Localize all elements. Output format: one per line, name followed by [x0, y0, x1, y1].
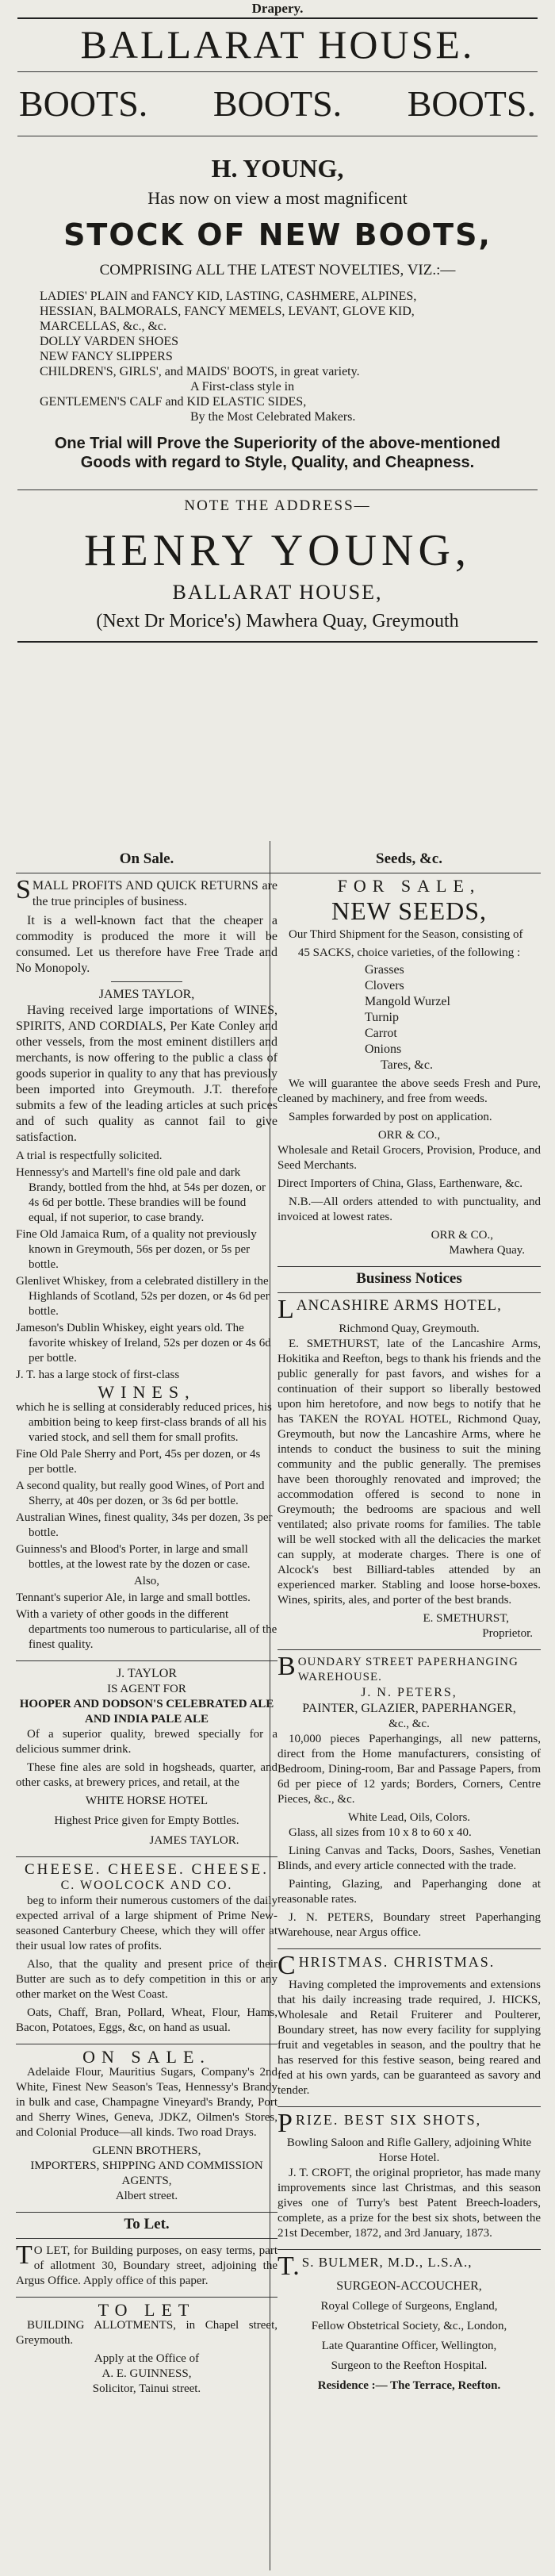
sacks-line: 45 SACKS, choice varieties, of the following :: [297, 946, 521, 959]
bulmer-line: Fellow Obstetrical Society, &c., London,: [311, 2320, 507, 2332]
bulmer-title: SURGEON-ACCOUCHER,: [336, 2279, 482, 2293]
wines-text: Also,: [133, 1575, 160, 1587]
glenn-sub: IMPORTERS, SHIPPING AND COMMISSION AGENTS,: [30, 2159, 263, 2187]
taylor-intro: Having received large importations of WINES, SPIRITS, AND CORDIALS, Per Kate Conley and other vessels, from the most eminent distillers and merchants, is now offering to the public a class of goods superior in quality to any that has previously been imported into Greymouth. J.T. therefore submits a few of the leading articles at such prices and of such quality as cannot fail to give satisfaction.: [16, 1004, 278, 1144]
taylor-item: Glenlivet Whiskey, from a celebrated distillery in the Highlands of Scotland, 52s per dozen, or 4s 6d per bottle.: [16, 1275, 270, 1318]
shipment-line: Our Third Shipment for the Season, consisting of: [289, 928, 523, 941]
tolet-advert: [16, 2240, 278, 2289]
peters-lining: Lining Canvas and Tacks, Doors, Sashes, Venetian Blinds, and every article connected with the trade.: [278, 1845, 541, 1872]
boot-item: MARCELLAS, &c., &c.: [40, 320, 166, 333]
trial-line: One Trial will Prove the Superiority of the above-mentioned Goods with regard to Style, Quality, and Cheapness.: [54, 435, 501, 471]
boot-items: [40, 289, 555, 424]
left-column: [16, 847, 278, 2405]
peters-name: J. N. PETERS,: [361, 1686, 457, 1699]
boot-item: GENTLEMEN'S CALF and KID ELASTIC SIDES,: [40, 395, 307, 409]
seeds-heading: Seeds, &c.: [376, 850, 442, 867]
agent-sold: These fine ales are sold in hogsheads, quarter, and other casks, at brewery prices, and retail, at the: [16, 1761, 278, 1789]
proprietor-name: H. YOUNG,: [211, 154, 344, 182]
lancashire-arms-advert: [278, 1295, 541, 1641]
ballarat-house-line: BALLARAT HOUSE,: [172, 581, 383, 604]
peters-lead: White Lead, Oils, Colors.: [347, 1811, 471, 1824]
cheese-heading: CHEESE. CHEESE. CHEESE.: [24, 1861, 270, 1878]
prize-shots-advert: [278, 2109, 541, 2241]
taylor-item: Fine Old Jamaica Rum, of a quality not previously known in Greymouth, 56s per dozen, or 5s per bottle.: [16, 1228, 257, 1271]
bulmer-heading: T.S. BULMER, M.D., L.S.A.,: [278, 2252, 473, 2281]
peters-etc: &c., &c.: [388, 1718, 430, 1730]
peters-text: 10,000 pieces Paperhangings, all new patterns, direct from the Home manufacturers, consisting of Bedroom, Dining-room, Bar and Passage Papers, from 6d per piece of 12 yards; Borders, Corners, Centre Pieces, &c., &c.: [278, 1733, 541, 1806]
christmas-advert: [278, 1951, 541, 2098]
onsale-heading: ON SALE.: [82, 2047, 211, 2067]
bulmer-line: Late Quarantine Officer, Wellington,: [321, 2340, 497, 2352]
glenn-brothers-advert: [16, 2049, 278, 2204]
ballarat-title: BALLARAT HOUSE.: [80, 22, 475, 67]
seed-item: Clovers: [365, 979, 404, 992]
peters-heading: BOUNDARY STREET PAPERHANGING WAREHOUSE.: [278, 1652, 519, 1683]
white-horse-hotel: WHITE HORSE HOTEL: [85, 1795, 209, 1807]
glenn-address: Albert street.: [115, 2190, 178, 2202]
wines-text: which he is selling at considerably reduced prices, his ambition being to keep first-class brands of all his varied stock, and sell them for small profits.: [16, 1401, 272, 1444]
boot-item: HESSIAN, BALMORALS, FANCY MEMELS, LEVANT, GLOVE KID,: [40, 305, 415, 318]
prize-text: J. T. CROFT, the original proprietor, has made many improvements since last Christmas, and this season gives one of Turry's best Patent Breech-loaders, complete, as a prize for the best six shots, between the 21st December, 1872, and 3rd January, 1873.: [278, 2167, 541, 2240]
seed-item: Turnip: [365, 1011, 399, 1024]
agent-text: Of a superior quality, brewed specially for a delicious summer drink.: [16, 1728, 278, 1756]
orr-signature: ORR & CO.,: [431, 1229, 493, 1242]
woolcock-text: beg to inform their numerous customers of the daily expected arrival of a large shipment of Prime New-seasoned Canterbury Cheese, which they will offer at their usual low rates of profits.: [16, 1895, 278, 1952]
agent-is: IS AGENT FOR: [107, 1683, 186, 1695]
lancashire-text: E. SMETHURST, late of the Lancashire Arms, Hokitika and Reefton, begs to thank his friends and the public generally for past favors, and wishes for a continuation of their support so liberally bestowed upon him heretofore, and now begs to notify that he has TAKEN the ROYAL HOTEL, Richmond Quay, Greymouth, but now the Lancashire Arms, where he intends to conduct the business to suit the mining community and the public generally. The premises have been thoroughly renovated and improved; the accommodation offered is second to none in Greymouth; the bedrooms are spacious and well ventilated; also private rooms for families. The table will be well stocked with all the delicacies the market can supply, at moderate charges. There is one of Alcock's best Billiard-tables attended by an experienced marker. Stabling and loose horse-boxes. Wines, spirits, ales, and porter of the best brands.: [278, 1338, 541, 1607]
stock-heading: STOCK OF NEW BOOTS,: [63, 217, 492, 252]
boot-item: DOLLY VARDEN SHOES: [40, 335, 179, 348]
guinness-sub: Solicitor, Tainui street.: [92, 2382, 201, 2395]
for-sale-line: FOR SALE,: [337, 876, 481, 896]
orr-seeds-advert: [278, 878, 541, 1258]
ballarat-house-advert: [0, 0, 555, 643]
note-address: NOTE THE ADDRESS—: [184, 497, 371, 514]
business-heading: Business Notices: [356, 1270, 462, 1287]
boot-item: LADIES' PLAIN and FANCY KID, LASTING, CASHMERE, ALPINES,: [40, 290, 417, 303]
seed-item: Grasses: [365, 963, 404, 977]
tolet2-heading: TO LET: [98, 2300, 196, 2320]
glenn-name: GLENN BROTHERS,: [92, 2144, 201, 2157]
taylor-name: JAMES TAYLOR,: [98, 988, 195, 1001]
boots-row: [19, 72, 536, 136]
seed-item: Mangold Wurzel: [365, 995, 450, 1008]
bulmer-advert: [278, 2252, 541, 2394]
prize-sub: Bowling Saloon and Rifle Gallery, adjoining White Horse Hotel.: [286, 2136, 532, 2164]
henry-young-name: HENRY YOUNG,: [84, 526, 471, 575]
wines-text: With a variety of other goods in the different departments too numerous to particularise, all of the finest quality.: [16, 1608, 278, 1651]
bulmer-residence: Residence :— The Terrace, Reefton.: [317, 2379, 501, 2392]
onsale-text: Adelaide Flour, Mauritius Sugars, Company's 2nd White, Finest New Season's Teas, Hennessy's Brandy in bulk and case, Champagne Vineyard's Brandy, Port and Sherry Wines, Geneva, JDKZ, Oilmen's Stores, and Colonial Produce—all kinds. Two road Drays.: [16, 2066, 278, 2139]
lancashire-proprietor: Proprietor.: [482, 1627, 533, 1640]
wines-text: Australian Wines, finest quality, 34s per dozen, 3s per bottle.: [16, 1511, 273, 1539]
boots-word: BOOTS.: [19, 83, 148, 124]
hooper-dodson-advert: [16, 1666, 278, 1849]
taylor-item: J. T. has a large stock of first-class: [16, 1369, 180, 1381]
tolet2-text: BUILDING ALLOTMENTS, in Chapel street, Greymouth.: [16, 2319, 278, 2347]
taylor-advert: [16, 875, 278, 1653]
orr-address: Mawhera Quay.: [449, 1244, 525, 1257]
boot-item: A First-class style in: [190, 380, 295, 394]
woolcock-text: Oats, Chaff, Bran, Pollard, Wheat, Flour, Hams, Bacon, Potatoes, Eggs, &c, on hand as usual.: [16, 2006, 278, 2034]
wines-text: A second quality, but really good Wines, of Port and Sherry, at 40s per dozen, or 3s 6d per bottle.: [16, 1480, 265, 1507]
seed-item: Tares, &c.: [381, 1058, 433, 1072]
bulmer-line: Royal College of Surgeons, England,: [320, 2300, 498, 2313]
prize-heading: PRIZE. BEST SIX SHOTS,: [278, 2109, 482, 2138]
samples-line: Samples forwarded by post on application.: [289, 1111, 492, 1123]
peters-signature: J. N. PETERS, Boundary street Paperhanging Warehouse, near Argus office.: [278, 1911, 541, 1939]
lancashire-signature: E. SMETHURST,: [423, 1612, 509, 1625]
wines-text: Guinness's and Blood's Porter, in large and small bottles, at the lowest rate by the dozen or case.: [16, 1543, 251, 1571]
on-sale-heading: On Sale.: [119, 850, 174, 867]
peters-advert: [278, 1652, 541, 1941]
woolcock-text: Also, that the quality and present price of their Butter are such as to defy competition in this or any other market on the West Coast.: [16, 1958, 278, 2001]
agent-name: J. TAYLOR: [116, 1667, 178, 1680]
guinness-name: A. E. GUINNESS,: [101, 2367, 192, 2380]
peters-paint: Painting, Glazing, and Paperhanging done at reasonable rates.: [278, 1878, 541, 1906]
boot-item: CHILDREN'S, GIRLS', and MAIDS' BOOTS, in great variety.: [40, 365, 360, 378]
boot-item: By the Most Celebrated Makers.: [190, 410, 356, 424]
orr-name: ORR & CO.,: [377, 1129, 441, 1142]
taylor-item: A trial is respectfully solicited.: [16, 1150, 163, 1162]
boot-item: NEW FANCY SLIPPERS: [40, 350, 173, 363]
seed-item: Carrot: [365, 1027, 397, 1040]
christmas-heading: CHRISTMAS. CHRISTMAS.: [278, 1951, 496, 1980]
seed-item: Onions: [365, 1042, 402, 1056]
christmas-text: Having completed the improvements and extensions that his daily increasing trade required, J. HICKS, Wholesale and Retail Fruiterer and Poulterer, Boundary street, has now every facility for supplying fruit and vegetables in season, and the poultry that he has reserved for this festive season, being reared and fed at his own yards, can be guaranteed as savory and tender.: [278, 1979, 541, 2097]
orr-text: Wholesale and Retail Grocers, Provision, Produce, and Seed Merchants.: [278, 1144, 541, 1172]
new-seeds-heading: NEW SEEDS,: [331, 896, 488, 925]
highest-price: Highest Price given for Empty Bottles.: [54, 1814, 239, 1827]
right-column: [278, 847, 541, 2401]
lancashire-address: Richmond Quay, Greymouth.: [339, 1323, 480, 1335]
bulmer-line: Surgeon to the Reefton Hospital.: [331, 2359, 488, 2372]
woolcock-advert: [16, 1862, 278, 2036]
comprising-line: COMPRISING ALL THE LATEST NOVELTIES, VIZ.:—: [99, 262, 456, 278]
tolet-allotments-advert: [16, 2302, 278, 2397]
tolet-heading: To Let.: [124, 2216, 170, 2232]
taylor-item: Jameson's Dublin Whiskey, eight years old. The favorite whiskey of Ireland, 52s per dozen or 4s 6d per bottle.: [16, 1322, 271, 1365]
peters-trade: PAINTER, GLAZIER, PAPERHANGER,: [302, 1702, 516, 1715]
wines-text: Fine Old Pale Sherry and Port, 45s per dozen, or 4s per bottle.: [16, 1448, 261, 1476]
address-line: (Next Dr Morice's) Mawhera Quay, Greymouth: [96, 611, 459, 632]
orr-nb: N.B.—All orders attended to with punctuality, and invoiced at lowest rates.: [278, 1196, 541, 1223]
peters-glass: Glass, all sizes from 10 x 8 to 60 x 40.: [289, 1826, 472, 1839]
boots-word: BOOTS.: [212, 83, 343, 124]
seed-guarantee: We will guarantee the above seeds Fresh and Pure, cleaned by machinery, and free from weeds.: [278, 1077, 541, 1105]
wines-heading: WINES,: [98, 1382, 196, 1402]
taylor-item: Hennessy's and Martell's fine old pale and dark Brandy, bottled from the hhd, at 54s per dozen, or 4s 6d per bottle. These brandies will be found equal, if not superior, to case brandy.: [16, 1166, 266, 1224]
taylor-signature: JAMES TAYLOR.: [149, 1834, 239, 1847]
tolet2-apply: Apply at the Office of: [94, 2352, 200, 2365]
woolcock-name: C. WOOLCOCK AND CO.: [60, 1879, 233, 1892]
seed-list: [365, 962, 541, 1073]
has-now-line: Has now on view a most magnificent: [147, 188, 408, 208]
agent-line: HOOPER AND DODSON'S CELEBRATED ALE AND INDIA PALE ALE: [19, 1698, 274, 1726]
wines-text: Tennant's superior Ale, in large and small bottles.: [16, 1591, 251, 1604]
small-profits-text: It is a well-known fact that the cheaper a commodity is produced the more it will be consumed. Let us therefore have Free Trade and No Monopoly.: [16, 914, 278, 975]
small-profits-text: SMALL PROFITS AND QUICK RETURNS are the true principles of business.: [16, 875, 278, 908]
orr-direct: Direct Importers of China, Glass, Earthenware, &c.: [278, 1177, 523, 1190]
tolet-text: TO LET, for Building purposes, on easy terms, part of allotment 30, Boundary street, adjoining the Argus Office. Apply office of this paper.: [16, 2240, 278, 2287]
category-label: Drapery.: [251, 1, 304, 16]
boots-word: BOOTS.: [407, 83, 536, 124]
lancashire-heading: LANCASHIRE ARMS HOTEL,: [278, 1295, 502, 1324]
